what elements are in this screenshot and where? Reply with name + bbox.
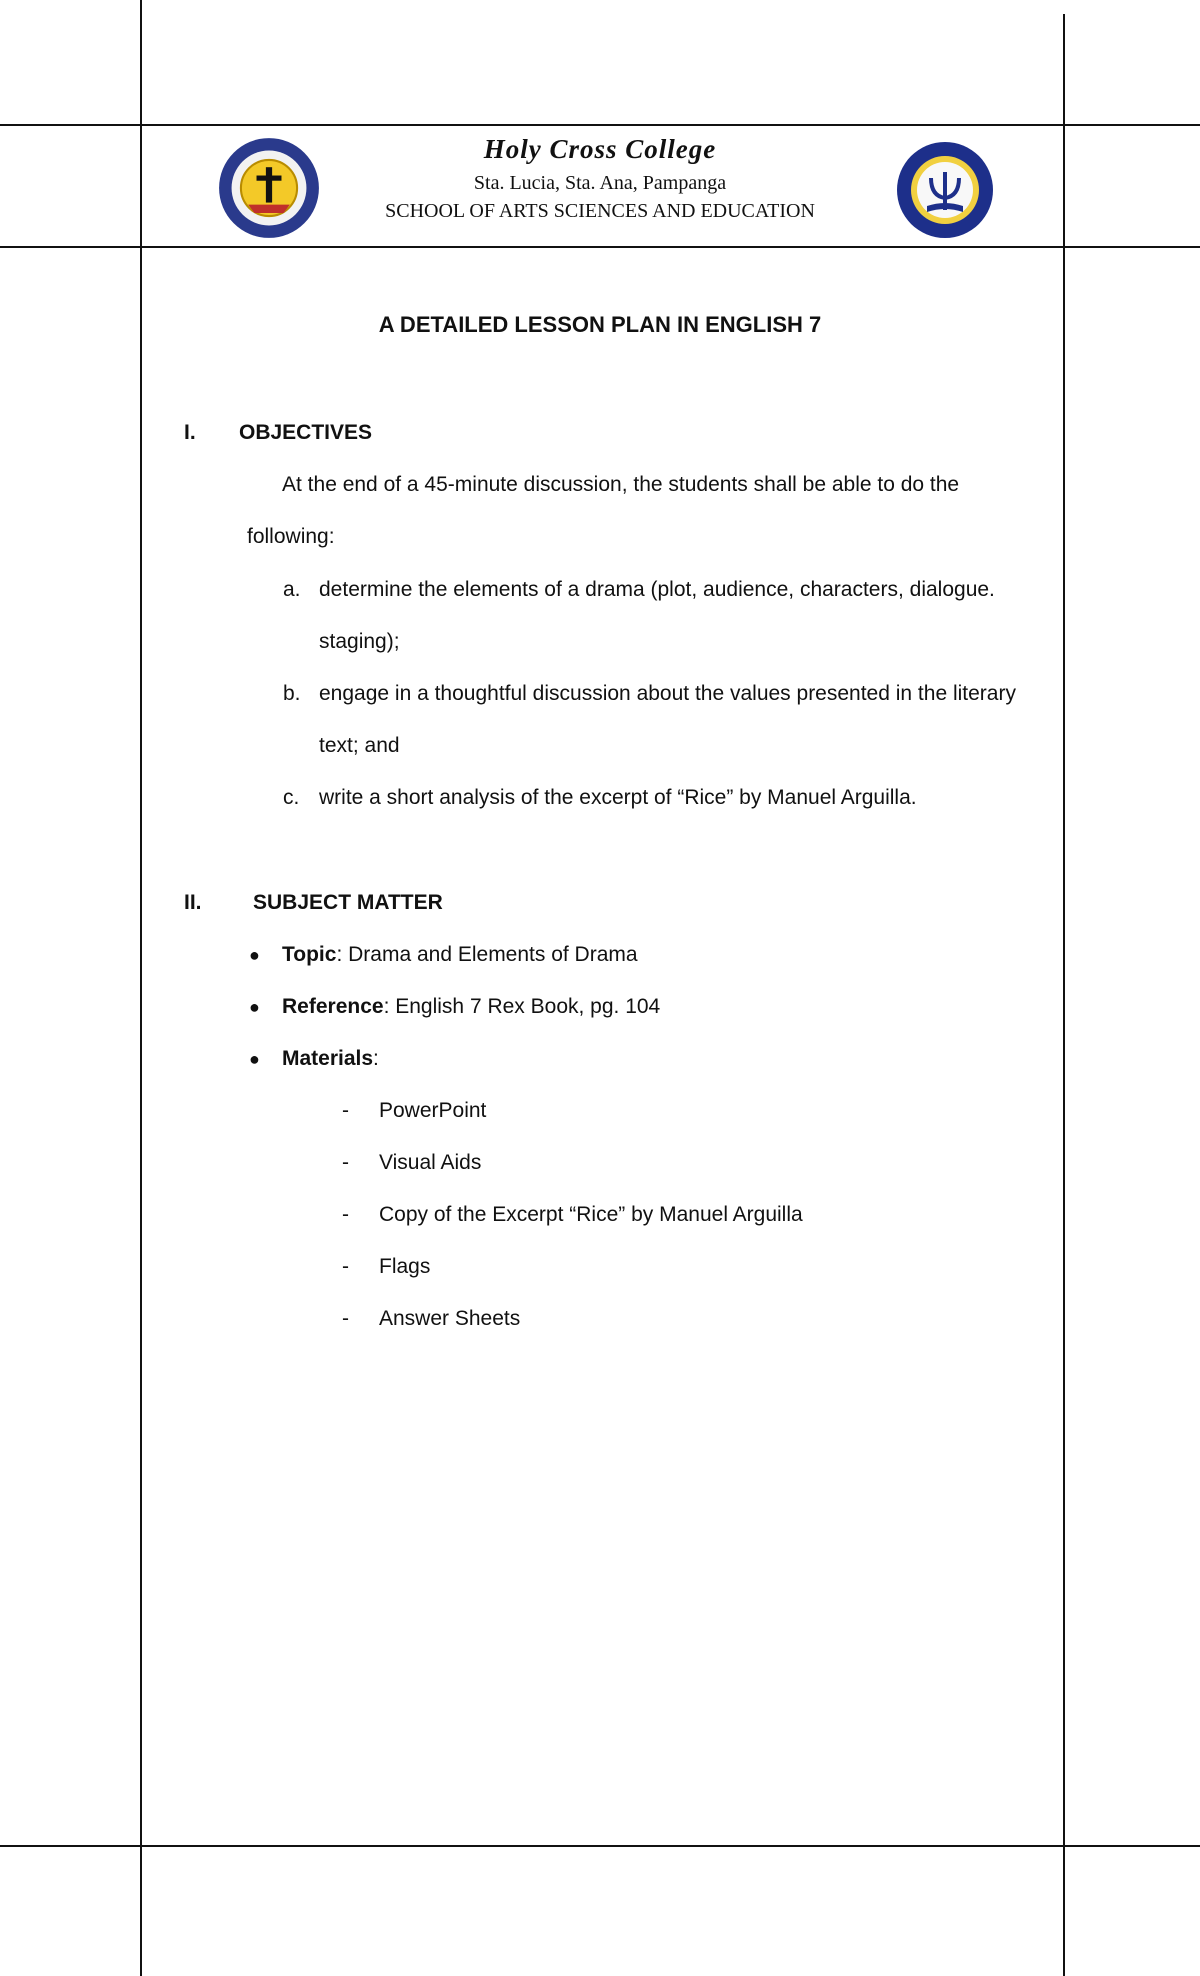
school-name: SCHOOL OF ARTS SCIENCES AND EDUCATION bbox=[385, 200, 815, 222]
topic-value: : Drama and Elements of Drama bbox=[336, 943, 638, 966]
right-margin-rule bbox=[1063, 14, 1065, 1976]
material-item: PowerPoint bbox=[379, 1099, 487, 1122]
objective-a-line1: determine the elements of a drama (plot, audience, characters, dialogue. bbox=[319, 578, 995, 601]
material-item: Visual Aids bbox=[379, 1151, 482, 1174]
reference-line bbox=[282, 995, 660, 1019]
objective-b-line2: text; and bbox=[319, 734, 400, 757]
subject-matter-heading: SUBJECT MATTER bbox=[253, 891, 443, 914]
material-dash: - bbox=[342, 1203, 349, 1226]
objective-b-marker: b. bbox=[283, 682, 301, 705]
materials-colon: : bbox=[373, 1047, 379, 1070]
objective-c-marker: c. bbox=[283, 786, 300, 809]
objective-a-marker: a. bbox=[283, 578, 301, 601]
material-item: Flags bbox=[379, 1255, 431, 1278]
material-dash: - bbox=[342, 1151, 349, 1174]
college-address: Sta. Lucia, Sta. Ana, Pampanga bbox=[473, 172, 727, 194]
subject-matter-numeral: II. bbox=[184, 891, 202, 914]
material-dash: - bbox=[342, 1099, 349, 1122]
objectives-intro-line2: following: bbox=[247, 525, 335, 548]
topic-label: Topic bbox=[282, 943, 337, 966]
header-bottom-rule bbox=[0, 246, 1200, 248]
material-item: Answer Sheets bbox=[379, 1307, 521, 1330]
materials-label: Materials bbox=[282, 1047, 374, 1070]
reference-label: Reference bbox=[282, 995, 384, 1018]
objective-b-line1: engage in a thoughtful discussion about the values presented in the literary bbox=[319, 682, 1016, 705]
objectives-numeral: I. bbox=[184, 421, 196, 444]
bullet-icon: ● bbox=[249, 945, 260, 965]
material-dash: - bbox=[342, 1255, 349, 1278]
materials-line bbox=[282, 1047, 379, 1071]
objective-a-line2: staging); bbox=[319, 630, 400, 653]
page-title: A DETAILED LESSON PLAN IN ENGLISH 7 bbox=[378, 312, 822, 337]
bottom-rule bbox=[0, 1845, 1200, 1847]
left-margin-rule bbox=[140, 0, 142, 1976]
objective-c-line1: write a short analysis of the excerpt of “Rice” by Manuel Arguilla. bbox=[319, 786, 917, 809]
objectives-heading: OBJECTIVES bbox=[239, 421, 373, 444]
objectives-intro-line1: At the end of a 45-minute discussion, the students shall be able to do the bbox=[282, 473, 960, 496]
college-name: Holy Cross College bbox=[483, 134, 717, 164]
material-dash: - bbox=[342, 1307, 349, 1330]
reference-value: : English 7 Rex Book, pg. 104 bbox=[383, 995, 661, 1018]
bullet-icon: ● bbox=[249, 1049, 260, 1069]
bullet-icon: ● bbox=[249, 997, 260, 1017]
top-rule bbox=[0, 124, 1200, 126]
topic-line bbox=[282, 943, 638, 967]
material-item: Copy of the Excerpt “Rice” by Manuel Arguilla bbox=[379, 1203, 803, 1226]
